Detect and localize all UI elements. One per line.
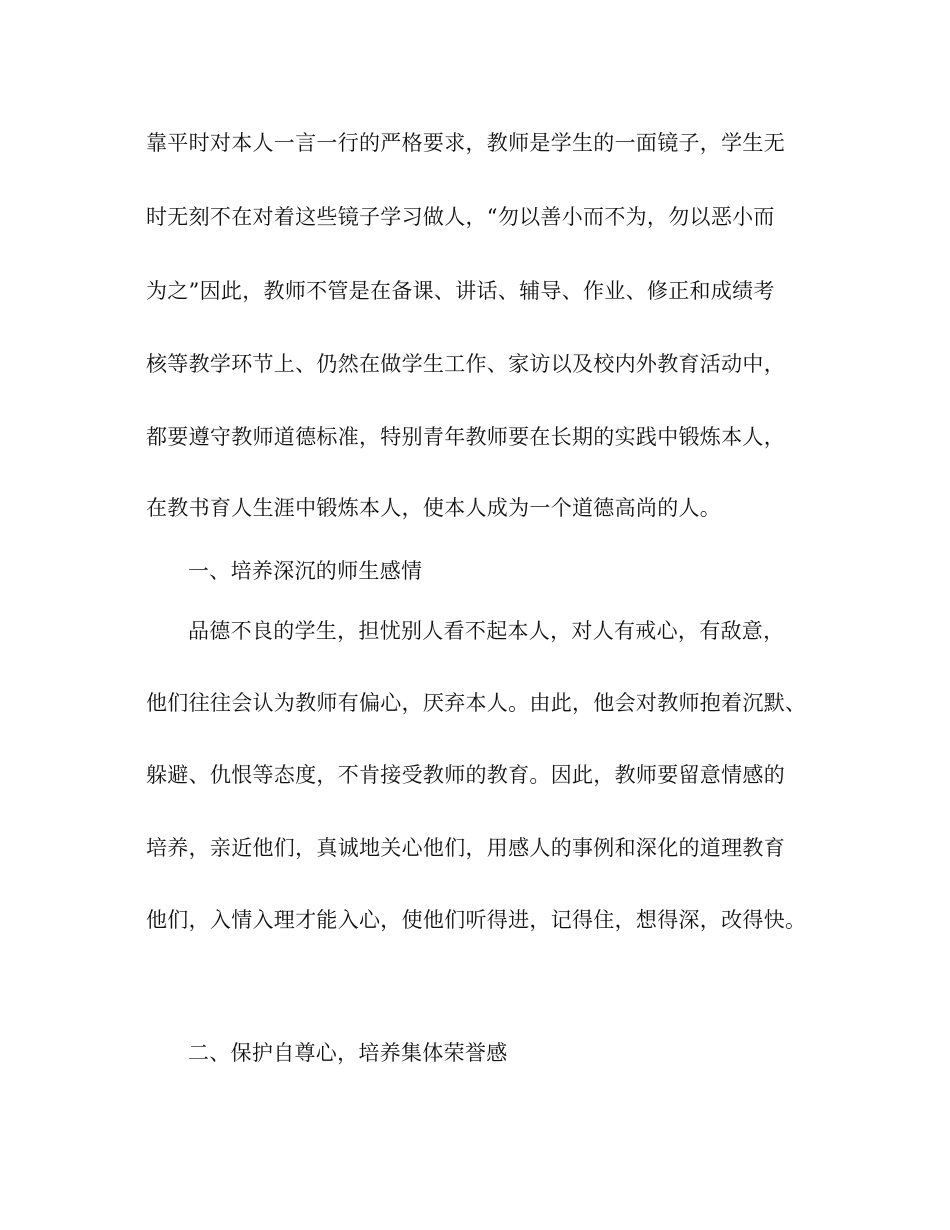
paragraph-line-1: 靠平时对本人一言一行的严格要求，教师是学生的一面镜子，学生无: [146, 131, 785, 155]
paragraph-line-4: 核等教学环节上、仍然在做学生工作、家访以及校内外教育活动中，: [146, 352, 785, 376]
paragraph2-line-5: 他们，入情入理才能入心，使他们听得进，记得住，想得深，改得快。: [146, 908, 807, 932]
paragraph-line-2: 时无刻不在对着这些镜子学习做人，“勿以善小而不为，勿以恶小而: [146, 205, 775, 229]
paragraph2-line-4: 培养，亲近他们，真诚地关心他们，用感人的事例和深化的道理教育: [146, 836, 785, 860]
paragraph-line-3: 为之”因此，教师不管是在备课、讲话、辅导、作业、修正和成绩考: [146, 279, 775, 303]
paragraph-line-6: 在教书育人生涯中锻炼本人，使本人成为一个道德高尚的人。: [146, 496, 722, 520]
paragraph2-line-2: 他们往往会认为教师有偏心，厌弃本人。由此，他会对教师抱着沉默、: [146, 691, 807, 715]
paragraph-line-5: 都要遵守教师道德标准，特别青年教师要在长期的实践中锻炼本人，: [146, 425, 785, 449]
paragraph2-line-3: 躲避、仇恨等态度，不肯接受教师的教育。因此，教师要留意情感的: [146, 763, 785, 787]
section-heading-2: 二、保护自尊心，培养集体荣誉感: [188, 1041, 508, 1065]
paragraph2-line-1: 品德不良的学生，担忧别人看不起本人，对人有戒心，有敌意，: [188, 619, 785, 643]
section-heading-1: 一、培养深沉的师生感情: [188, 559, 423, 583]
